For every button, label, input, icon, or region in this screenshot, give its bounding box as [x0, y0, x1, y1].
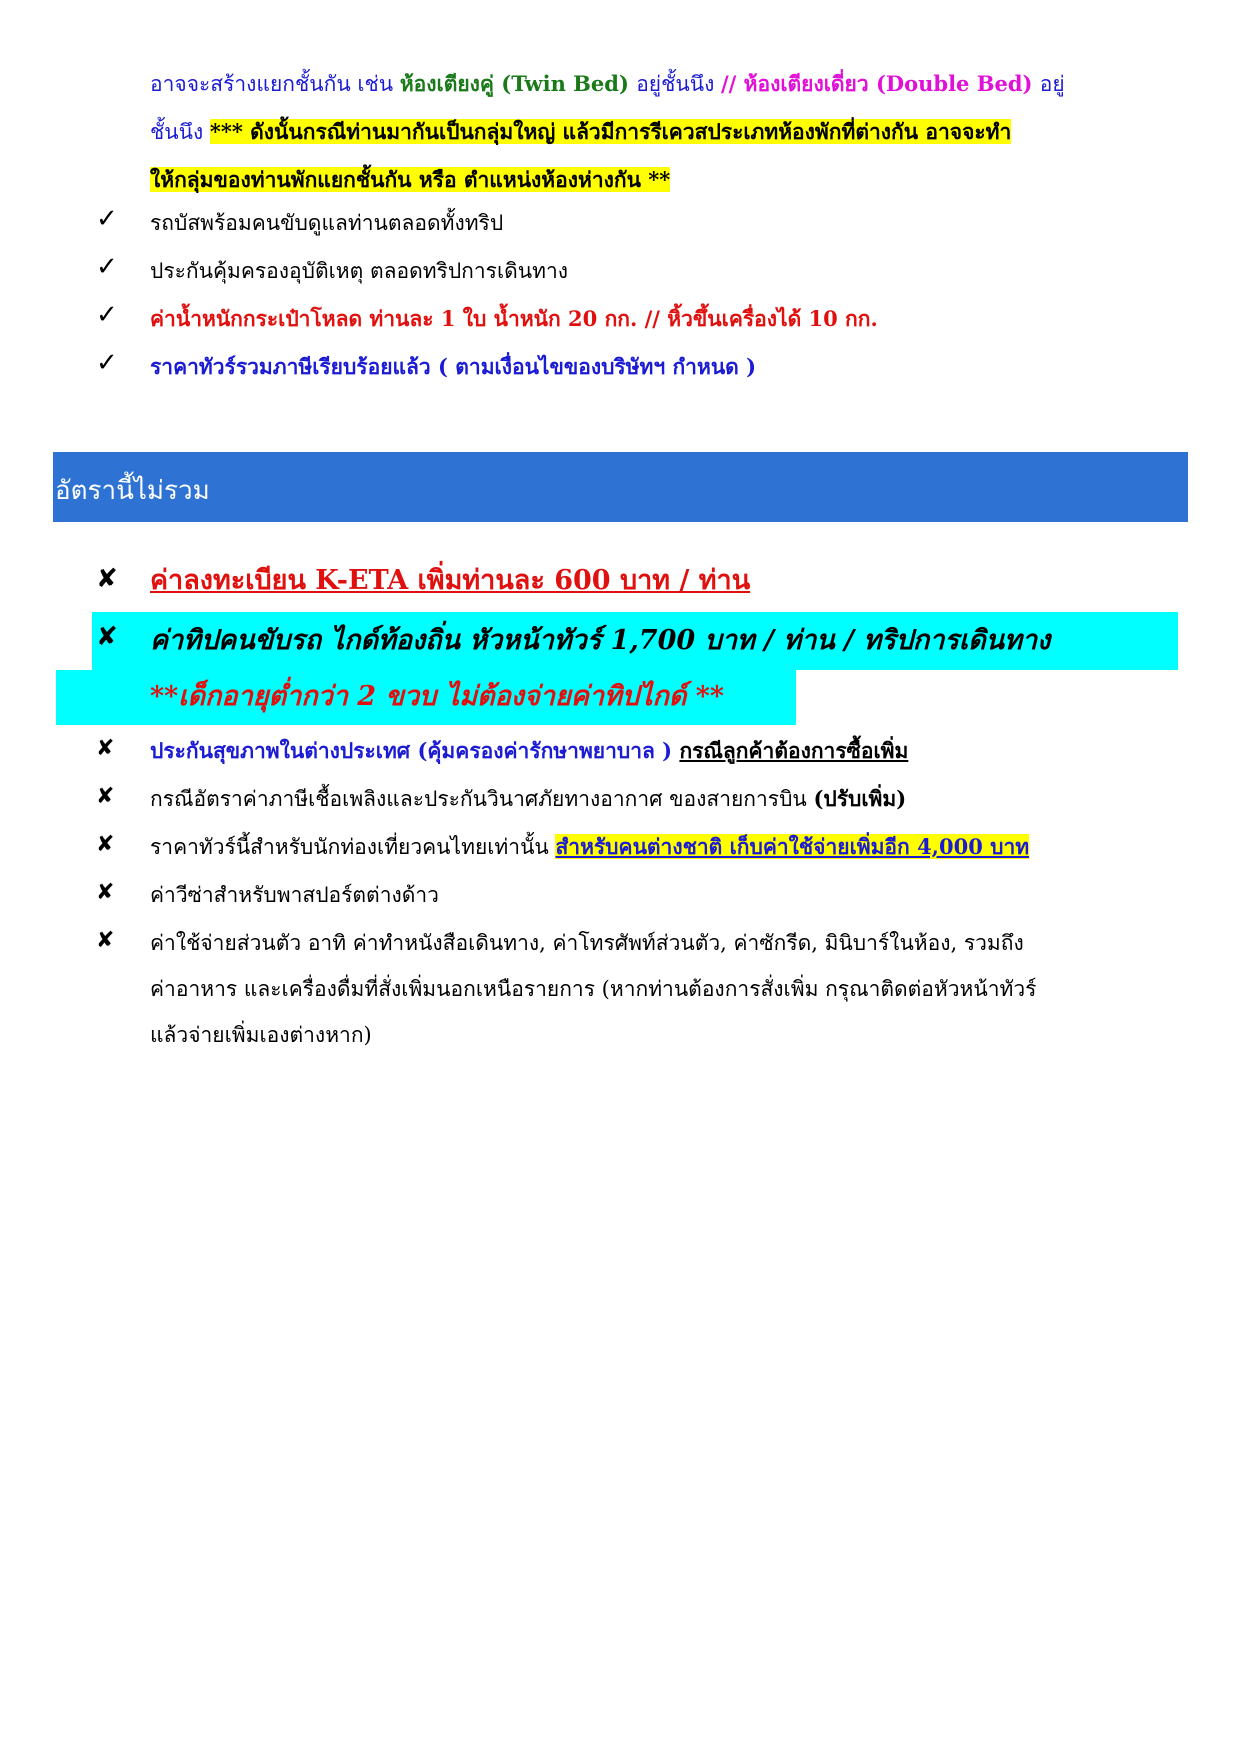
intro-line-2: [150, 108, 1180, 156]
intro-line-1: [150, 60, 1180, 108]
intro-text: อยู่: [1039, 72, 1065, 96]
list-item-text: [150, 776, 1180, 822]
personal-expenses-line-3: แล้วจ่ายเพิ่มเองต่างหาก): [150, 1023, 372, 1047]
cross-icon: ✘: [96, 784, 115, 809]
tip-fee-text: ค่าทิปคนขับรถ ไกด์ท้องถิ่น หัวหน้าทัวร์ 1,700 บาท / ท่าน / ทริปการเดินทาง: [150, 625, 1051, 656]
thai-only-text: ราคาทัวร์นี้สำหรับนักท่องเที่ยวคนไทยเท่านั้น: [150, 835, 556, 859]
cross-icon: ✘: [96, 622, 118, 652]
personal-expenses-line-2: ค่าอาหาร และเครื่องดื่มที่สั่งเพิ่มนอกเหนือรายการ (หากท่านต้องการสั่งเพิ่ม กรุณาติดต่อหัวหน้าทัวร์: [150, 977, 1037, 1001]
twin-bed-text: ห้องเตียงคู่ (Twin Bed): [399, 71, 637, 96]
list-item-text: ประกันคุ้มครองอุบัติเหตุ ตลอดทริปการเดินทาง: [150, 259, 569, 283]
list-item-text: [150, 824, 1180, 870]
intro-paragraph: [150, 60, 1180, 204]
foreigner-fee-text: สำหรับคนต่างชาติ เก็บค่าใช้จ่ายเพิ่มอีก 4,000 บาท: [555, 834, 1030, 859]
list-item-text: [150, 728, 1180, 774]
list-item-text: ค่าวีซ่าสำหรับพาสปอร์ตต่างด้าว: [150, 883, 439, 907]
cross-icon: ✘: [96, 736, 115, 761]
fuel-increase-text: (ปรับเพิ่ม): [813, 786, 907, 811]
check-icon: ✓: [96, 348, 118, 378]
personal-expenses-line-1: ค่าใช้จ่ายส่วนตัว อาทิ ค่าทำหนังสือเดินทาง, ค่าโทรศัพท์ส่วนตัว, ค่าซักรีด, มินิบาร์ในห้อง, รวมถึง: [150, 931, 1024, 955]
tax-included-text: ราคาทัวร์รวมภาษีเรียบร้อยแล้ว ( ตามเงื่อนไขของบริษัทฯ กำหนด ): [150, 354, 757, 379]
intro-text: อยู่ชั้นนึง: [636, 72, 721, 96]
baggage-text: ค่าน้ำหนักกระเป๋าโหลด ท่านละ 1 ใบ น้ำหนัก 20 กก. // หิ้วขึ้นเครื่องได้ 10 กก.: [150, 306, 878, 331]
intro-text: ชั้นนึง: [150, 120, 210, 144]
intro-line-3: [150, 156, 1180, 204]
insurance-optional-text: กรณีลูกค้าต้องการซื้อเพิ่ม: [679, 738, 909, 763]
intro-warning-text: *** ดังนั้นกรณีท่านมากันเป็นกลุ่มใหญ่ แล้วมีการรีเควสประเภทห้องพักที่ต่างกัน อาจจะทำ: [209, 119, 1012, 144]
list-item-text: รถบัสพร้อมคนขับดูแลท่านตลอดทั้งทริป: [150, 211, 504, 235]
cross-icon: ✘: [96, 880, 115, 905]
cross-icon: ✘: [96, 564, 118, 594]
cross-icon: ✘: [96, 928, 115, 953]
intro-warning-text: ให้กลุ่มของท่านพักแยกชั้นกัน หรือ ตำแหน่งห้องห่างกัน **: [150, 167, 671, 192]
check-icon: ✓: [96, 300, 118, 330]
check-icon: ✓: [96, 204, 118, 234]
keta-fee-text: ค่าลงทะเบียน K-ETA เพิ่มท่านละ 600 บาท / ท่าน: [150, 565, 751, 596]
check-icon: ✓: [96, 252, 118, 282]
child-tip-note: **เด็กอายุต่ำกว่า 2 ขวบ ไม่ต้องจ่ายค่าทิปไกด์ **: [150, 681, 725, 712]
cross-icon: ✘: [96, 832, 115, 857]
fuel-text: กรณีอัตราค่าภาษีเชื้อเพลิงและประกันวินาศภัยทางอากาศ ของสายการบิน: [150, 787, 814, 811]
double-bed-text: // ห้องเตียงเดี่ยว (Double Bed): [721, 71, 1040, 96]
intro-text: อาจจะสร้างแยกชั้นกัน เช่น: [150, 72, 400, 96]
section-header-not-included: อัตรานี้ไม่รวม: [53, 452, 1188, 522]
insurance-text: ประกันสุขภาพในต่างประเทศ (คุ้มครองค่ารักษาพยาบาล ): [150, 738, 680, 763]
